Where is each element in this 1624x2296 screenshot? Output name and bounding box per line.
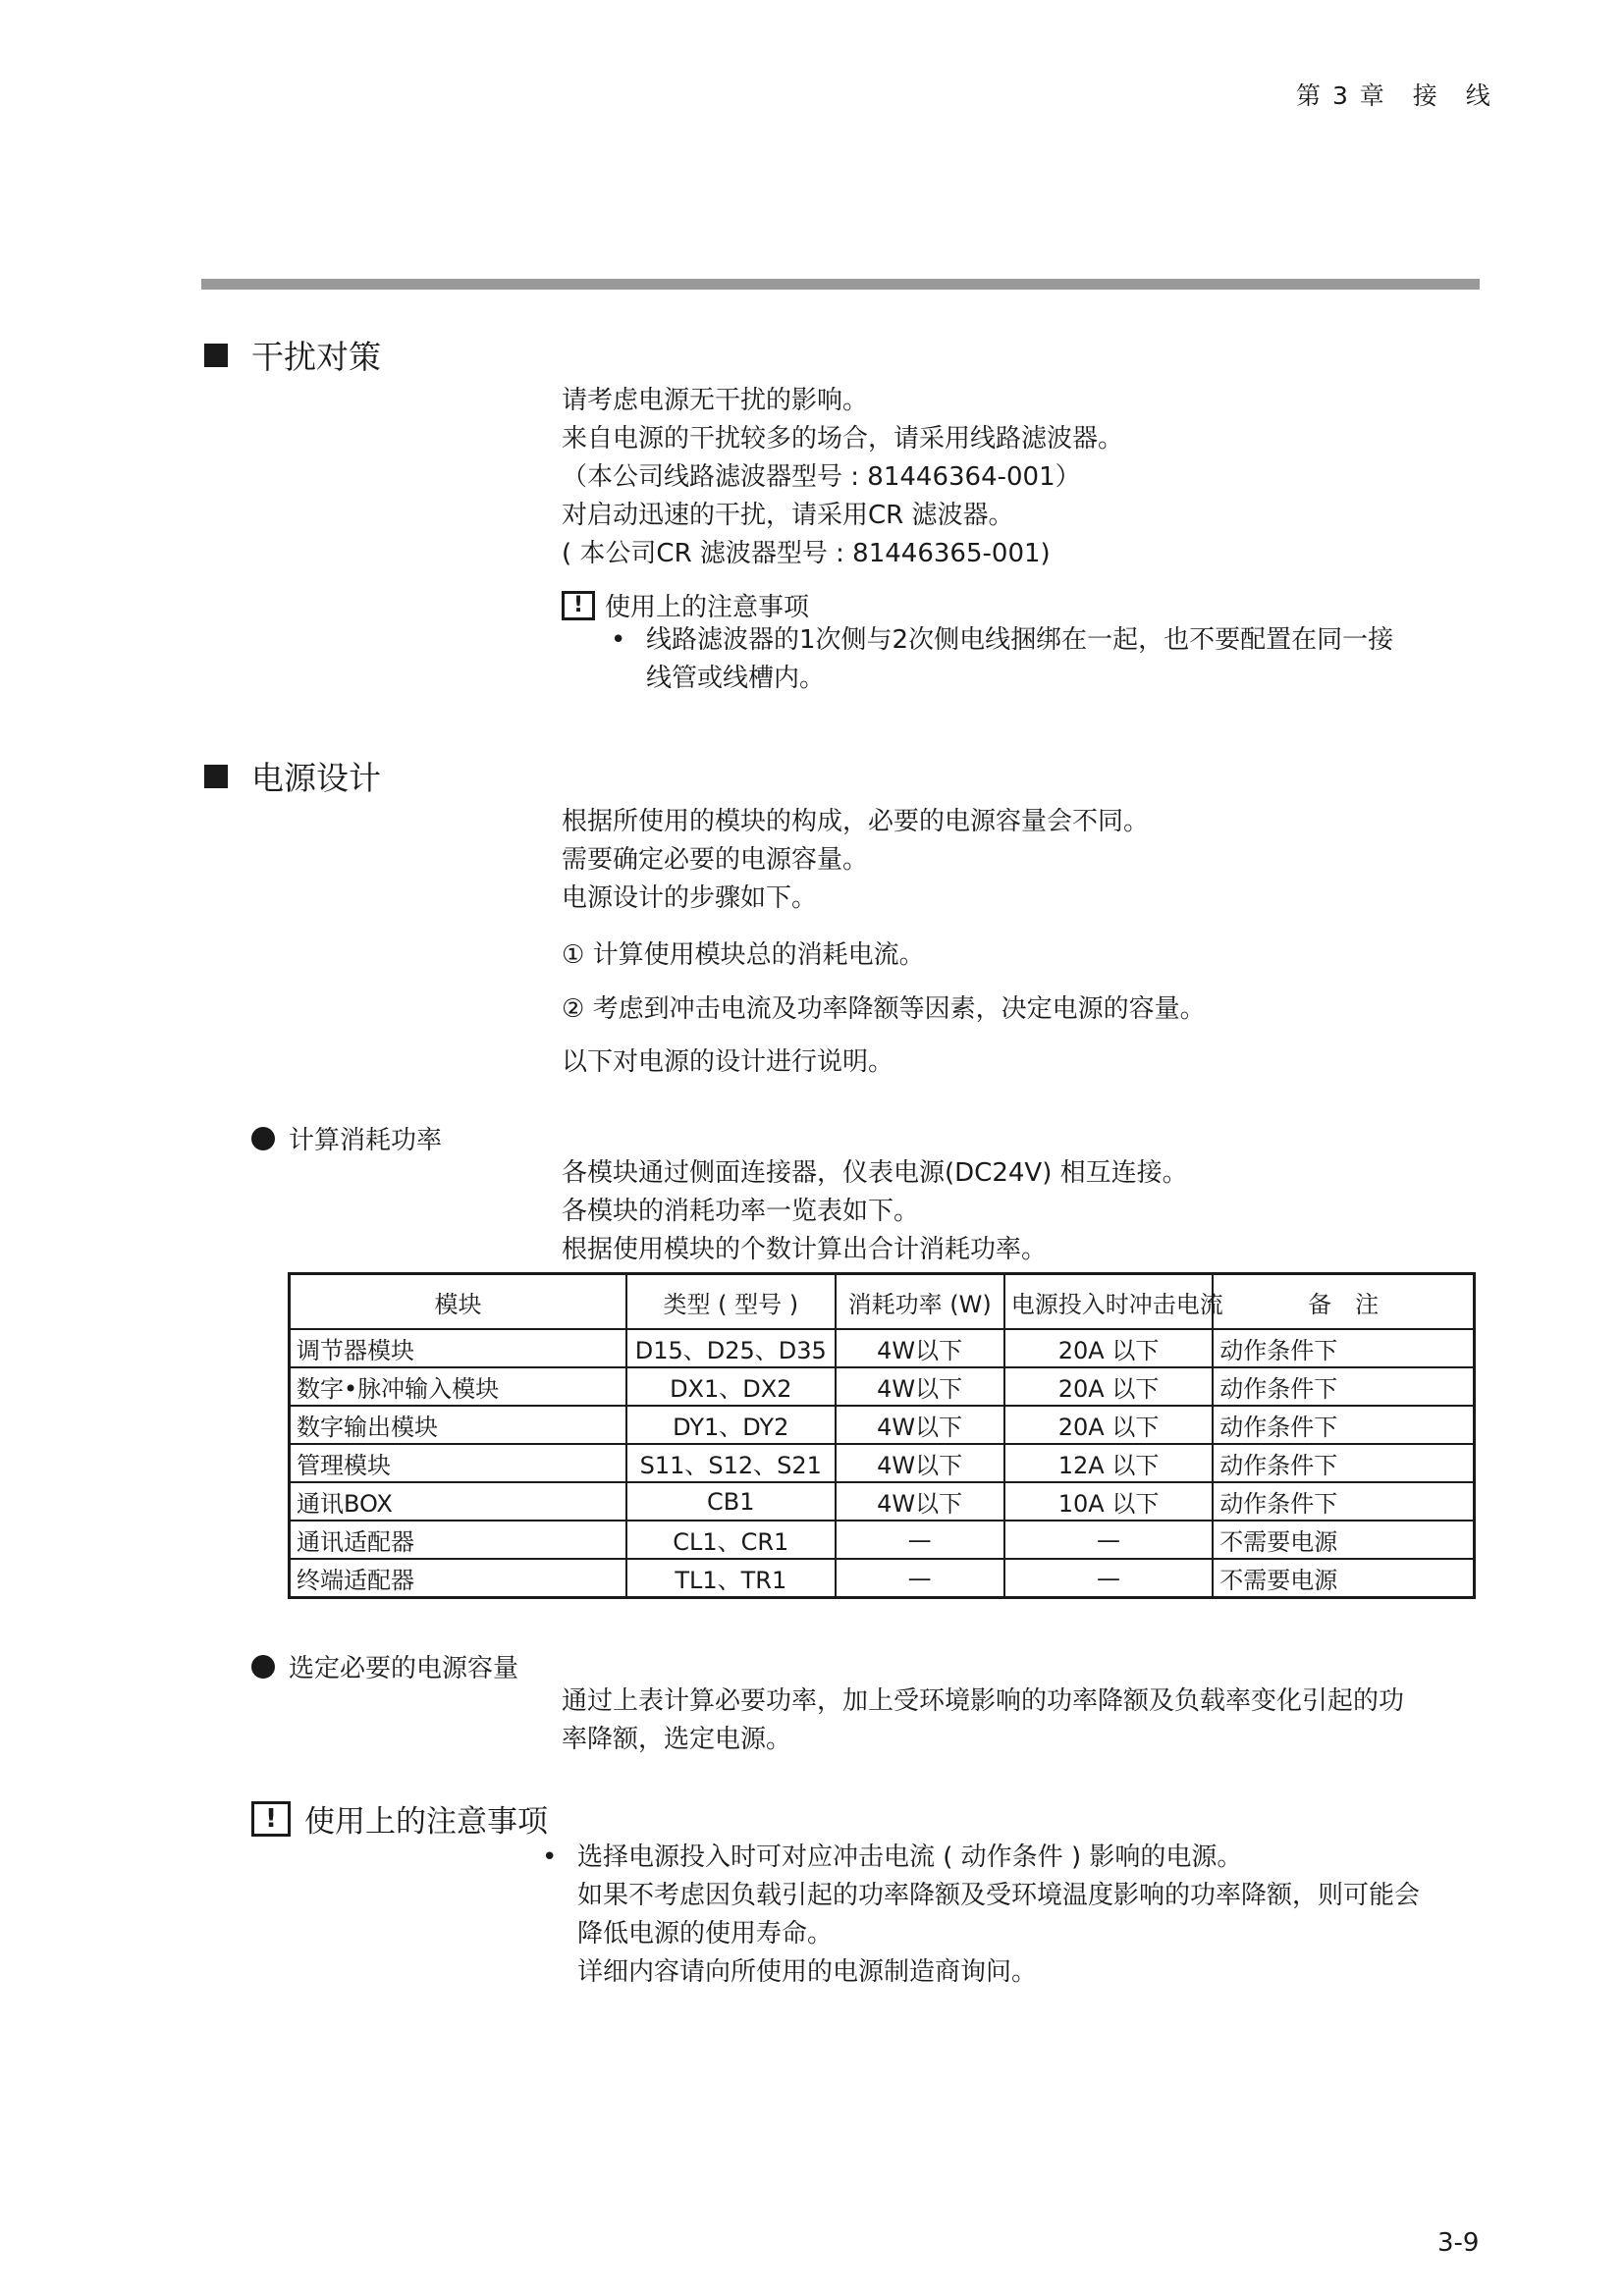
noise-note-line2: 线管或线槽内。 bbox=[646, 664, 826, 693]
noise-note-bullet bbox=[611, 621, 1393, 698]
square-bullet-icon bbox=[204, 344, 228, 367]
cell-module: 数字•脉冲输入模块 bbox=[290, 1367, 627, 1406]
section-power-title-text: 电源设计 bbox=[251, 759, 381, 797]
capacity-paragraphs bbox=[562, 1682, 1404, 1759]
table-row bbox=[290, 1406, 1475, 1444]
col-header-type: 类型 ( 型号 ) bbox=[626, 1274, 836, 1330]
paragraph-line: 根据所使用的模块的构成，必要的电源容量会不同。 bbox=[562, 807, 1150, 836]
cell-power: — bbox=[836, 1559, 1004, 1598]
cell-inrush: 20A 以下 bbox=[1004, 1329, 1214, 1367]
warning-icon: ! bbox=[562, 591, 595, 620]
noise-note-title: 使用上的注意事项 bbox=[605, 593, 810, 622]
table-row bbox=[290, 1482, 1475, 1521]
usage-note-title: 使用上的注意事项 bbox=[304, 1804, 548, 1840]
noise-note-heading bbox=[562, 587, 809, 623]
usage-note-line: 选择电源投入时可对应冲击电流 ( 动作条件 ) 影响的电源。 bbox=[577, 1842, 1243, 1872]
usage-note-heading bbox=[251, 1796, 548, 1841]
sub-capacity-title bbox=[251, 1648, 518, 1684]
bullet-dot: • bbox=[611, 625, 626, 655]
cell-type: TL1、TR1 bbox=[626, 1559, 836, 1598]
circle-bullet-icon bbox=[251, 1655, 275, 1679]
cell-inrush: 20A 以下 bbox=[1004, 1406, 1214, 1444]
cell-power: 4W以下 bbox=[836, 1406, 1004, 1444]
sub-consumption-title bbox=[251, 1120, 442, 1156]
section-noise-title-text: 干扰对策 bbox=[251, 338, 381, 376]
cell-inrush: 10A 以下 bbox=[1004, 1482, 1214, 1521]
col-header-remarks: 备 注 bbox=[1213, 1274, 1474, 1330]
sub-capacity-title-text: 选定必要的电源容量 bbox=[289, 1654, 519, 1683]
cell-type: S11、S12、S21 bbox=[626, 1444, 836, 1482]
usage-note-line: 降低电源的使用寿命。 bbox=[577, 1919, 834, 1949]
cell-remarks: 不需要电源 bbox=[1213, 1521, 1474, 1559]
cell-module: 通讯适配器 bbox=[290, 1521, 627, 1559]
noise-note-line1: 线路滤波器的1次侧与2次侧电线捆绑在一起，也不要配置在同一接 bbox=[646, 625, 1394, 655]
cell-module: 终端适配器 bbox=[290, 1559, 627, 1598]
cell-remarks: 动作条件下 bbox=[1213, 1329, 1474, 1367]
page-number: 3-9 bbox=[1437, 2228, 1480, 2258]
cell-power: 4W以下 bbox=[836, 1482, 1004, 1521]
cell-type: CL1、CR1 bbox=[626, 1521, 836, 1559]
cell-remarks: 动作条件下 bbox=[1213, 1367, 1474, 1406]
cell-remarks: 动作条件下 bbox=[1213, 1444, 1474, 1482]
cell-inrush: 20A 以下 bbox=[1004, 1367, 1214, 1406]
paragraph-line: 对启动迅速的干扰，请采用CR 滤波器。 bbox=[562, 501, 1014, 530]
power-consumption-table bbox=[288, 1272, 1476, 1599]
cell-power: 4W以下 bbox=[836, 1367, 1004, 1406]
usage-note-body bbox=[542, 1839, 1420, 1992]
section-noise-title bbox=[204, 332, 381, 378]
paragraph-line: 率降额，选定电源。 bbox=[562, 1725, 792, 1754]
paragraph-line: 来自电源的干扰较多的场合，请采用线路滤波器。 bbox=[562, 424, 1124, 454]
table-row bbox=[290, 1521, 1475, 1559]
section-power-title bbox=[204, 753, 381, 799]
step-2: ② 考虑到冲击电流及功率降额等因素，决定电源的容量。 bbox=[562, 994, 1206, 1024]
cell-remarks: 不需要电源 bbox=[1213, 1559, 1474, 1598]
noise-paragraphs bbox=[562, 382, 1123, 573]
table-row bbox=[290, 1444, 1475, 1482]
cell-module: 通讯BOX bbox=[290, 1482, 627, 1521]
cell-inrush: 12A 以下 bbox=[1004, 1444, 1214, 1482]
chapter-header: 第 3 章 接 线 bbox=[1296, 81, 1492, 110]
cell-type: CB1 bbox=[626, 1482, 836, 1521]
paragraph-line: 根据使用模块的个数计算出合计消耗功率。 bbox=[562, 1235, 1048, 1264]
section-divider bbox=[201, 279, 1480, 290]
paragraph-line: 请考虑电源无干扰的影响。 bbox=[562, 386, 869, 415]
cell-power: — bbox=[836, 1521, 1004, 1559]
usage-note-line: 详细内容请向所使用的电源制造商询问。 bbox=[577, 1957, 1038, 1987]
usage-note-line: 如果不考虑因负载引起的功率降额及受环境温度影响的功率降额，则可能会 bbox=[577, 1881, 1421, 1910]
cell-type: DY1、DY2 bbox=[626, 1406, 836, 1444]
col-header-inrush: 电源投入时冲击电流 bbox=[1004, 1274, 1214, 1330]
cell-module: 管理模块 bbox=[290, 1444, 627, 1482]
paragraph-line: 各模块的消耗功率一览表如下。 bbox=[562, 1197, 920, 1226]
cell-type: DX1、DX2 bbox=[626, 1367, 836, 1406]
paragraph-line: 需要确定必要的电源容量。 bbox=[562, 845, 869, 875]
cell-module: 数字输出模块 bbox=[290, 1406, 627, 1444]
paragraph-line: （本公司线路滤波器型号 : 81446364-001） bbox=[562, 462, 1081, 492]
circle-bullet-icon bbox=[251, 1127, 275, 1150]
cell-power: 4W以下 bbox=[836, 1444, 1004, 1482]
col-header-power: 消耗功率 (W) bbox=[836, 1274, 1004, 1330]
cell-remarks: 动作条件下 bbox=[1213, 1482, 1474, 1521]
paragraph-line: 通过上表计算必要功率，加上受环境影响的功率降额及负载率变化引起的功 bbox=[562, 1686, 1405, 1716]
cell-remarks: 动作条件下 bbox=[1213, 1406, 1474, 1444]
cell-inrush: — bbox=[1004, 1559, 1214, 1598]
table-header-row bbox=[290, 1274, 1475, 1330]
cell-inrush: — bbox=[1004, 1521, 1214, 1559]
bullet-dot: • bbox=[542, 1842, 558, 1872]
table-row bbox=[290, 1559, 1475, 1598]
paragraph-line: 电源设计的步骤如下。 bbox=[562, 883, 818, 913]
power-closing: 以下对电源的设计进行说明。 bbox=[562, 1047, 894, 1077]
paragraph-line: ( 本公司CR 滤波器型号 : 81446365-001) bbox=[562, 539, 1051, 568]
power-paragraphs bbox=[562, 803, 1149, 918]
cell-power: 4W以下 bbox=[836, 1329, 1004, 1367]
col-header-module: 模块 bbox=[290, 1274, 627, 1330]
sub-consumption-title-text: 计算消耗功率 bbox=[289, 1126, 443, 1155]
cell-type: D15、D25、D35 bbox=[626, 1329, 836, 1367]
cell-module: 调节器模块 bbox=[290, 1329, 627, 1367]
square-bullet-icon bbox=[204, 765, 228, 788]
table-row bbox=[290, 1329, 1475, 1367]
table-row bbox=[290, 1367, 1475, 1406]
warning-icon: ! bbox=[251, 1801, 291, 1837]
step-1: ① 计算使用模块总的消耗电流。 bbox=[562, 940, 925, 970]
consumption-paragraphs bbox=[562, 1154, 1188, 1269]
paragraph-line: 各模块通过侧面连接器，仪表电源(DC24V) 相互连接。 bbox=[562, 1158, 1188, 1188]
